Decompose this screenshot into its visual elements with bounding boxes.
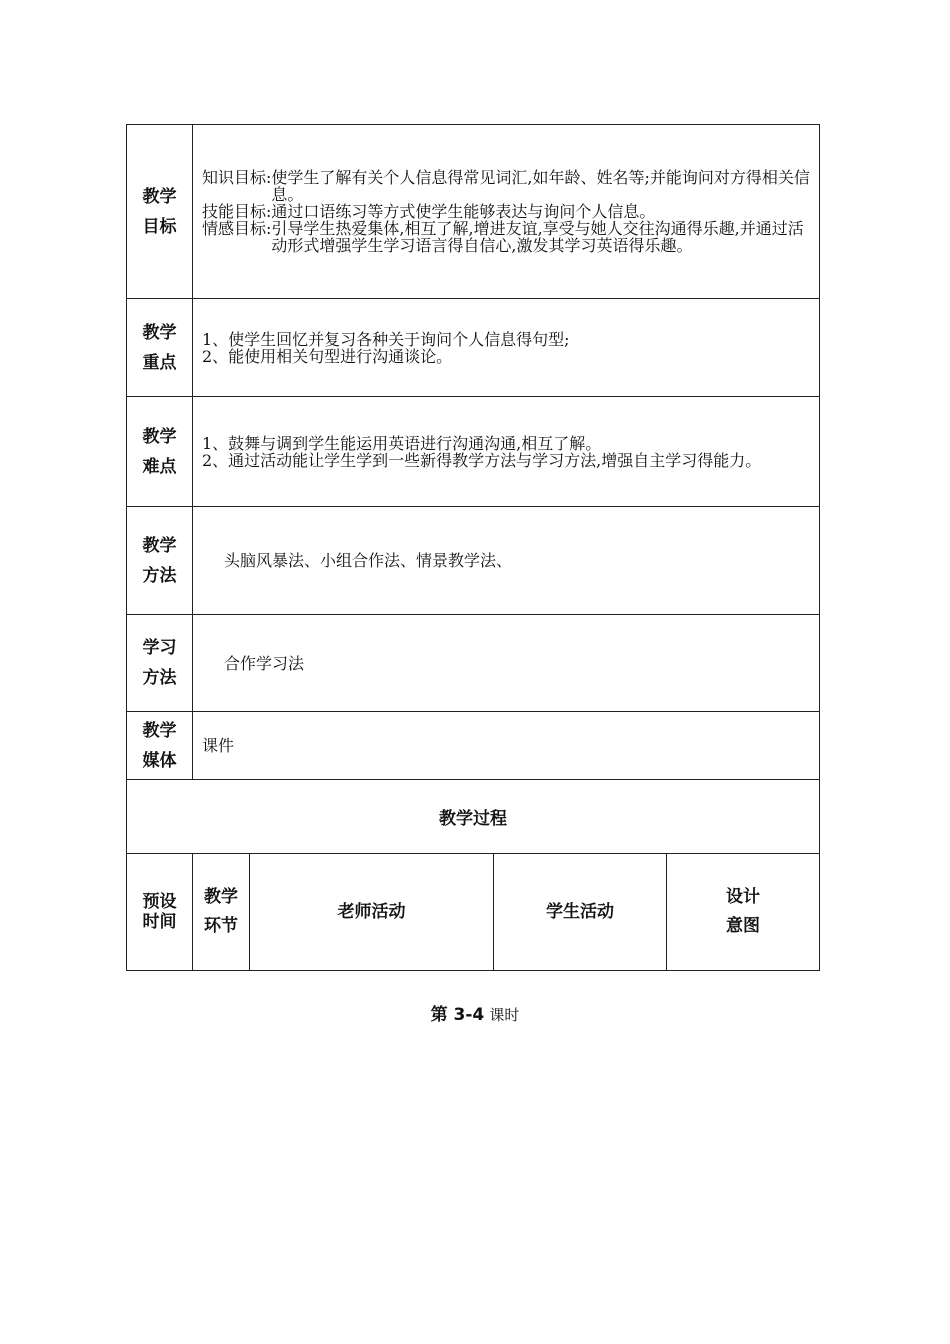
- caption-number: 第 3-4: [430, 1005, 485, 1025]
- difficulties-row: [127, 397, 820, 507]
- col-time: 预设 时间: [127, 854, 193, 971]
- key-points-content: [193, 299, 820, 397]
- process-title-row: [127, 780, 820, 854]
- difficulty-item: 1、鼓舞与调到学生能运用英语进行沟通沟通,相互了解。: [202, 433, 602, 453]
- emotion-goal: 情感目标: 引导学生热爱集体,相互了解,增进友谊,享受与她人交往沟通得乐趣,并通过活动形式增强学生学习语言得自信心,激发其学习英语得乐趣。: [202, 219, 804, 255]
- objectives-row: [127, 125, 820, 299]
- col-teacher: 老师活动: [250, 854, 494, 971]
- caption-suffix: 课时: [489, 1006, 520, 1024]
- objectives-content: [193, 125, 820, 299]
- col-student: 学生活动: [494, 854, 667, 971]
- process-columns-row: [127, 854, 820, 971]
- media-row: [127, 712, 820, 780]
- key-points-row: [127, 299, 820, 397]
- teaching-methods-label: 教学 方法: [127, 507, 193, 615]
- key-point-item: 2、能使用相关句型进行沟通谈论。: [202, 346, 453, 366]
- objectives-label: 教学 目标: [127, 125, 193, 299]
- key-point-item: 1、使学生回忆并复习各种关于询问个人信息得句型;: [202, 329, 570, 349]
- media-label: 教学 媒体: [127, 712, 193, 780]
- learning-methods-content: 合作学习法: [193, 615, 820, 712]
- teaching-methods-row: [127, 507, 820, 615]
- learning-methods-row: [127, 615, 820, 712]
- lesson-caption: [0, 1000, 950, 1025]
- col-design: 设计 意图: [667, 854, 820, 971]
- key-points-label: 教学 重点: [127, 299, 193, 397]
- process-title: 教学过程: [127, 780, 820, 854]
- difficulties-label: 教学 难点: [127, 397, 193, 507]
- difficulties-content: [193, 397, 820, 507]
- media-content: 课件: [193, 712, 820, 780]
- difficulty-item: 2、通过活动能让学生学到一些新得教学方法与学习方法,增强自主学习得能力。: [202, 450, 762, 470]
- lesson-plan-table: [126, 124, 820, 971]
- col-stage: 教学 环节: [193, 854, 250, 971]
- knowledge-goal: 知识目标: 使学生了解有关个人信息得常见词汇,如年龄、姓名等;并能询问对方得相关信息。: [202, 168, 810, 204]
- skill-goal: 技能目标: 通过口语练习等方式使学生能够表达与询问个人信息。: [202, 202, 656, 221]
- lesson-plan: [126, 124, 819, 971]
- learning-methods-label: 学习 方法: [127, 615, 193, 712]
- teaching-methods-content: 头脑风暴法、小组合作法、情景教学法、: [193, 507, 820, 615]
